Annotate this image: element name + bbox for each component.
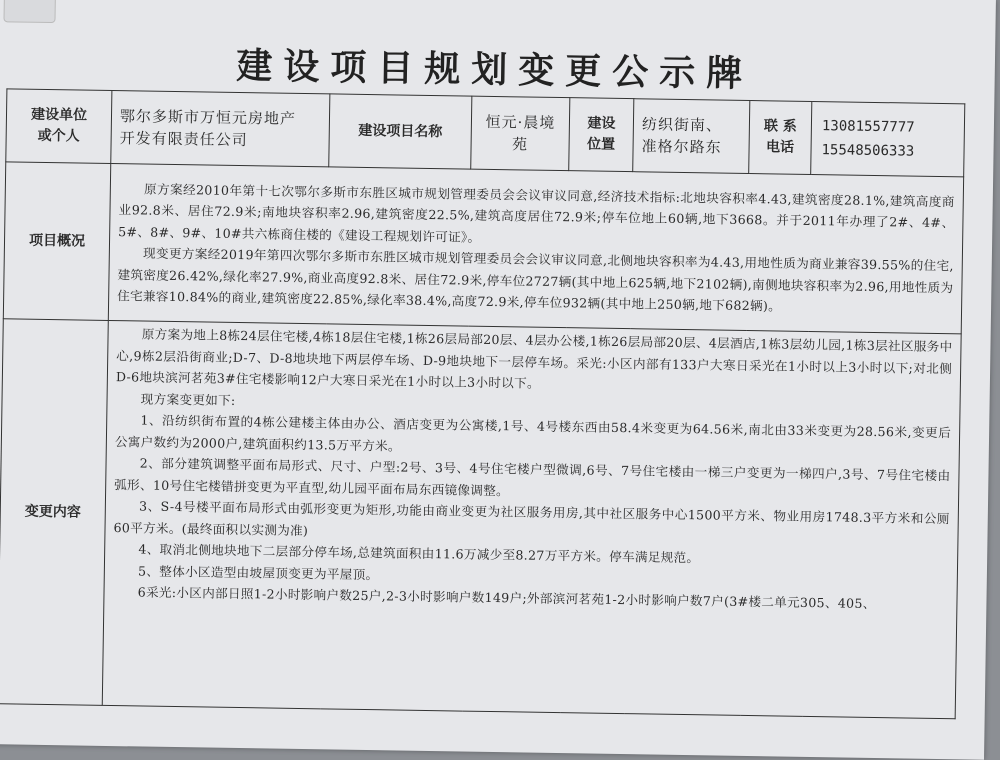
change-item-6: 6采光:小区内部日照1-2小时影响户数25户,2-3小时影响户数149户;外部滨河茗苑1-2小时影响户数7户(3#楼二单元305、405、 [137, 584, 876, 612]
overview-paragraph-2: 现变更方案经2019年第四次鄂尔多斯市东胜区城市规划管理委员会会议审议同意,北侧地块容积率为4.43,用地性质为商业兼容39.55%的住宅,建筑密度26.42%,绿化率27.9%,商业高度92.8米、居住72.9米,停车位2727辆(其中地上625辆,地下2102辆),南侧地块容积率为2.96,用地性质为住宅兼容10.84%的商业,建筑密度22.85%,绿化率38.4%,高度72.9米,停车位932辆(其中地上250辆,地下682辆)。 [117, 245, 954, 314]
phone-label: 联 系 电话 [749, 101, 812, 175]
location-value: 纺织街南、 准格尔路东 [633, 99, 750, 174]
change-item-5: 5、整体小区造型由坡屋顶变更为平屋顶。 [137, 562, 379, 582]
change-item-4: 4、取消北侧地块地下二层部分停车场,总建筑面积由11.6万减少至8.27万平方米。停车满足规范。 [138, 541, 700, 566]
overview-row [3, 162, 963, 334]
project-table [0, 88, 965, 719]
builder-label: 建设单位 或个人 [6, 89, 112, 164]
change-row [0, 319, 961, 719]
change-intro: 现方案变更如下: [140, 390, 236, 408]
change-content [102, 320, 961, 718]
project-name-value: 恒元·晨境苑 [471, 96, 570, 171]
builder-value: 鄂尔多斯市万恒元房地产 开发有限责任公司 [111, 90, 330, 166]
change-item-3: 3、S-4号楼平面布局形式由弧形变更为矩形,功能由商业变更为社区服务用房,其中社区服务中心1500平方米、物业用房1748.3平方米和公厕60平方米。(最终面积以实测为准) [113, 498, 950, 538]
change-item-2: 2、部分建筑调整平面布局形式、尺寸、户型:2号、3号、4号住宅楼户型微调,6号、7号住宅楼由一梯三户变更为一梯四户,3号、7号住宅楼由弧形、10号住宅楼错拼变更为平直型,幼儿园平面布局东西镜像调整。 [114, 455, 951, 498]
location-label: 建设 位置 [569, 98, 634, 172]
change-original: 原方案为地上8栋24层住宅楼,4栋18层住宅楼,1栋26层局部20层、4层办公楼,1栋26层局部20层、4层酒店,1栋3层幼儿园,1栋3层社区服务中心,9栋2层沿街商业;D-7、D-8地块地下两层停车场、D-9地块地下一层停车场。采光:小区内部有133户大寒日采光在1小时以上3小时以下;对北侧D-6地块滨河茗苑3#住宅楼影响12户大寒日采光在1小时以上3小时以下。 [115, 326, 953, 391]
overview-content [108, 163, 963, 333]
change-label: 变更内容 [0, 319, 108, 706]
paper-corner-mark [3, 0, 55, 23]
overview-label: 项目概况 [3, 162, 110, 321]
overview-paragraph-1: 原方案经2010年第十七次鄂尔多斯市东胜区城市规划管理委员会会议审议同意,经济技术指标:北地块容积率4.43,建筑密度28.1%,建筑高度商业92.8米、居住72.9米;南地块容积率2.96,建筑密度22.5%,建筑高度居住72.9米;停车位地上60辆,地下3668。并于2011年办理了2#、4#、5#、8#、9#、10#共六栋商住楼的《建设工程规划许可证》。 [118, 180, 955, 245]
page-title: 建设项目规划变更公示牌 [235, 45, 754, 96]
phone-value: 13081557777 15548506333 [811, 101, 965, 176]
project-name-label: 建设项目名称 [329, 94, 472, 169]
change-item-1: 1、沿纺织街布置的4栋公建楼主体由办公、酒店变更为公寓楼,1号、4号楼东西由58.4米变更为64.56米,南北由33米变更为28.56米,变更后公寓户数约为2000户,建筑面积约13.5万平方米。 [114, 412, 952, 454]
